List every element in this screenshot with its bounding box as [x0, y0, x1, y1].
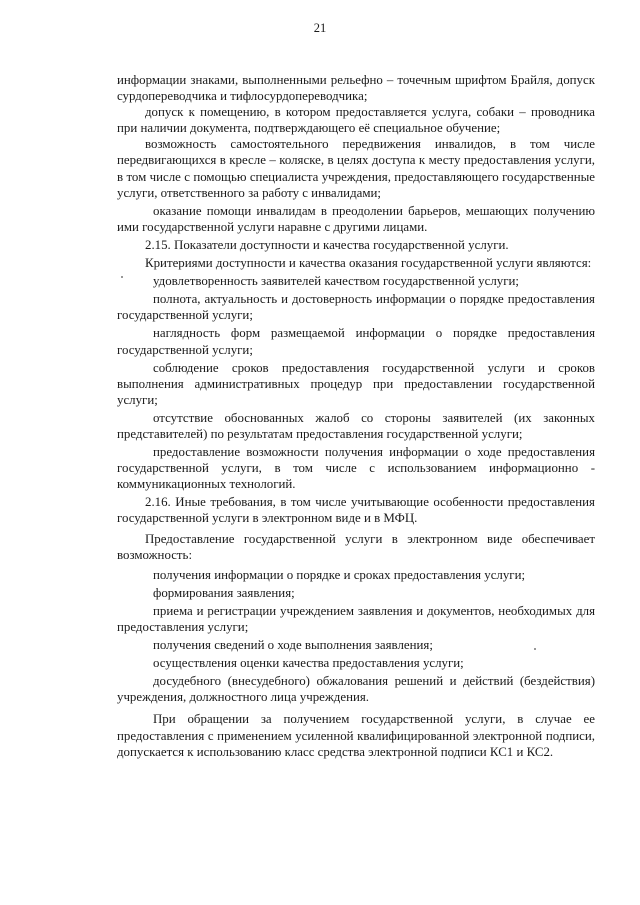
- paragraph-guide-dog: допуск к помещению, в котором предоставляется услуга, собаки – проводника при наличии документа, подтверждающего её специальное обучение;: [117, 105, 595, 136]
- paragraph-progress-information: предоставление возможности получения информации о ходе предоставления государственной услуги, в том числе с использованием информационно - коммуникационных технологий.: [117, 445, 595, 492]
- paragraph-braille-access: информации знаками, выполненными рельефно – точечным шрифтом Брайля, допуск сурдопереводчика и тифлосурдопереводчика;: [117, 73, 595, 104]
- scan-speck: [121, 276, 123, 278]
- list-item-status-information: получения сведений о ходе выполнения заявления;: [153, 638, 433, 653]
- list-item-quality-assessment: осуществления оценки качества предоставления услуги;: [153, 656, 464, 671]
- paragraph-no-complaints: отсутствие обоснованных жалоб со стороны заявителей (их законных представителей) по результатам предоставления государственной услуги;: [117, 410, 595, 441]
- scan-speck: [534, 648, 536, 650]
- paragraph-independent-movement: возможность самостоятельного передвижения инвалидов, в том числе передвигающихся в кресле – коляске, в целях доступа к месту предоставления услуги, в том числе с помощью специалиста учреждения, предоставляющего государственные услуги, ответственного за работу с инвалидами;: [117, 137, 595, 200]
- list-item-information: получения информации о порядке и сроках предоставления услуги;: [153, 567, 526, 582]
- paragraph-satisfaction: удовлетворенность заявителей качеством государственной услуги;: [153, 274, 519, 289]
- document-body: [117, 72, 595, 760]
- list-item-registration: приема и регистрации учреждением заявления и документов, необходимых для предоставления услуги;: [117, 603, 595, 634]
- paragraph-criteria-intro: Критериями доступности и качества оказания государственной услуги являются:: [145, 256, 592, 271]
- list-item-appeal: досудебного (внесудебного) обжалования решений и действий (бездействия) учреждения, должностного лица учреждения.: [117, 674, 595, 705]
- paragraph-barrier-assistance: оказание помощи инвалидам в преодолении барьеров, мешающих получению ими государственной услуги наравне с другими лицами.: [117, 203, 595, 234]
- page-number: 21: [313, 21, 327, 35]
- paragraph-electronic-signature: При обращении за получением государственной услуги, в случае ее предоставления с применением усиленной квалифицированной электронной подписи, допускается к использованию класс средства электронной подписи КС1 и КС2.: [117, 712, 595, 759]
- section-heading-2-16: 2.16. Иные требования, в том числе учитывающие особенности предоставления государственной услуги в электронном виде и в МФЦ.: [117, 495, 595, 526]
- paragraph-form-visibility: наглядность форм размещаемой информации о порядке предоставления государственной услуги;: [117, 326, 595, 357]
- paragraph-information-completeness: полнота, актуальность и достоверность информации о порядке предоставления государственной услуги;: [117, 292, 595, 323]
- section-heading-2-15: 2.15. Показатели доступности и качества государственной услуги.: [145, 237, 509, 252]
- paragraph-deadlines: соблюдение сроков предоставления государственной услуги и сроков выполнения административных процедур при предоставлении государственной услуги;: [117, 360, 595, 407]
- list-item-application-forming: формирования заявления;: [153, 585, 295, 600]
- paragraph-electronic-intro: Предоставление государственной услуги в электронном виде обеспечивает возможность:: [117, 531, 595, 562]
